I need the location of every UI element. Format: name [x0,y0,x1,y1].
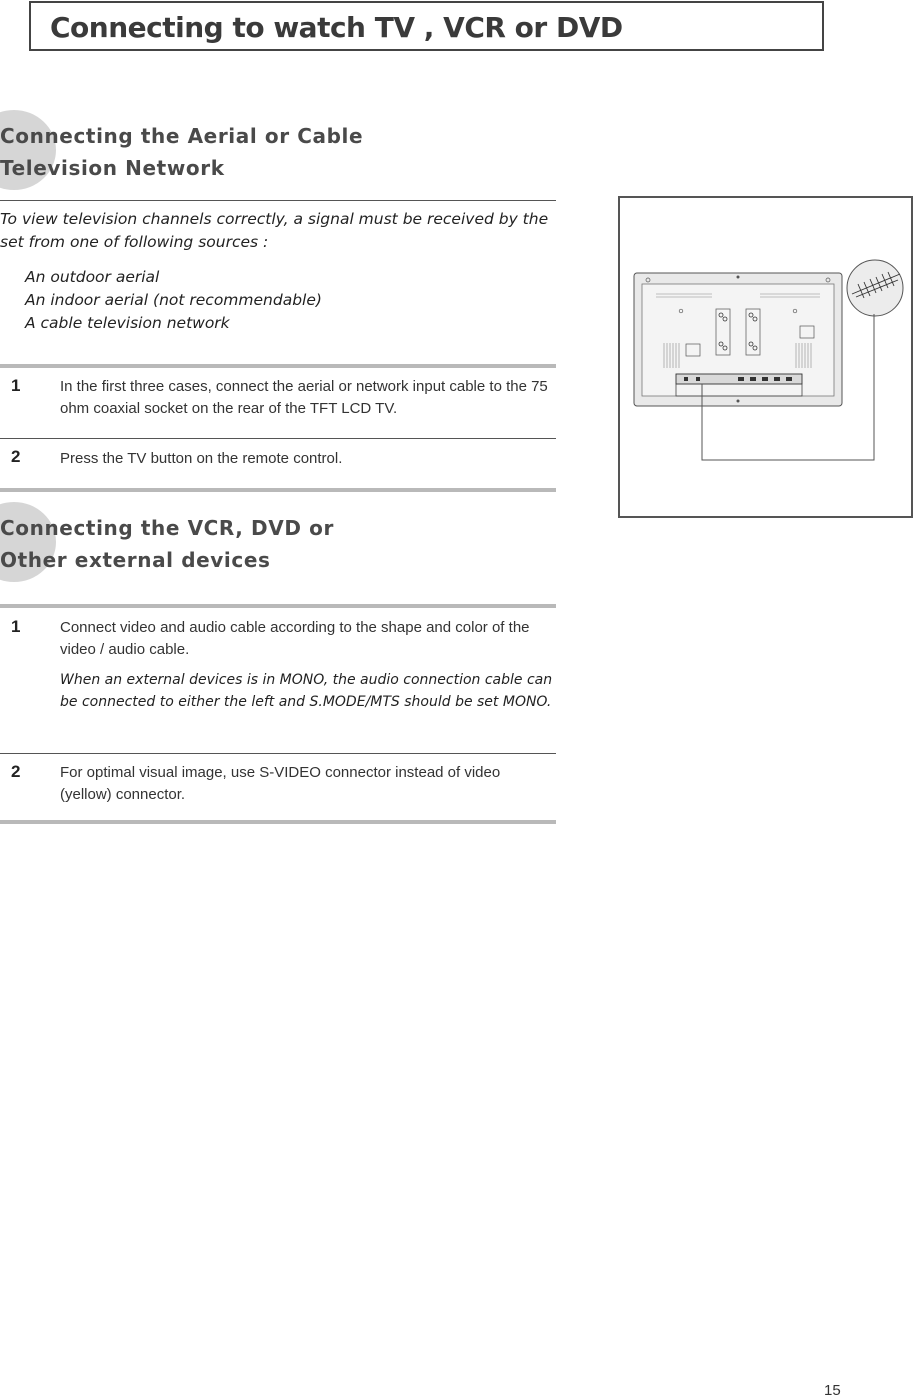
intro-text: To view television channels correctly, a signal must be received by the set from one of following sources : [0,210,549,251]
section-title-line: Television Network [0,156,225,180]
list-item: A cable television network [25,314,230,332]
step-number: 1 [11,617,21,636]
note-text: When an external devices is in MONO, the audio connection cable can be connected to either the left and S.MODE/MTS should be set MONO. [60,672,553,710]
step-text: Connect video and audio cable according to the shape and color of the video / audio cable. [60,619,530,658]
divider [0,364,556,368]
step-number: 1 [11,376,21,395]
divider [0,820,556,824]
page-header [29,1,824,51]
tv-diagram [620,198,911,516]
divider [0,604,556,608]
section-title-external [0,512,334,576]
list-item: An outdoor aerial [25,268,160,286]
tv-rear-illustration [618,196,913,518]
step-text: Press the TV button on the remote control. [60,450,343,467]
section-title-line: Connecting the Aerial or Cable [0,124,364,148]
divider [0,200,556,201]
step-number: 2 [11,447,21,466]
divider [0,753,556,754]
section-title-line: Other external devices [0,548,271,572]
divider [0,488,556,492]
source-list [25,266,556,335]
intro-block [0,208,556,335]
divider [0,438,556,439]
step-text: For optimal visual image, use S-VIDEO connector instead of video (yellow) connector. [60,764,501,803]
page-number: 15 [824,1382,841,1399]
aerial-icon [847,260,903,316]
list-item: An indoor aerial (not recommendable) [25,291,322,309]
step-number: 2 [11,762,21,781]
step-text: In the first three cases, connect the aerial or network input cable to the 75 ohm coaxial socket on the rear of the TFT LCD TV. [60,378,548,417]
page-title: Connecting to watch TV , VCR or DVD [50,11,623,44]
section-title-aerial [0,120,363,184]
section-title-line: Connecting the VCR, DVD or [0,516,334,540]
